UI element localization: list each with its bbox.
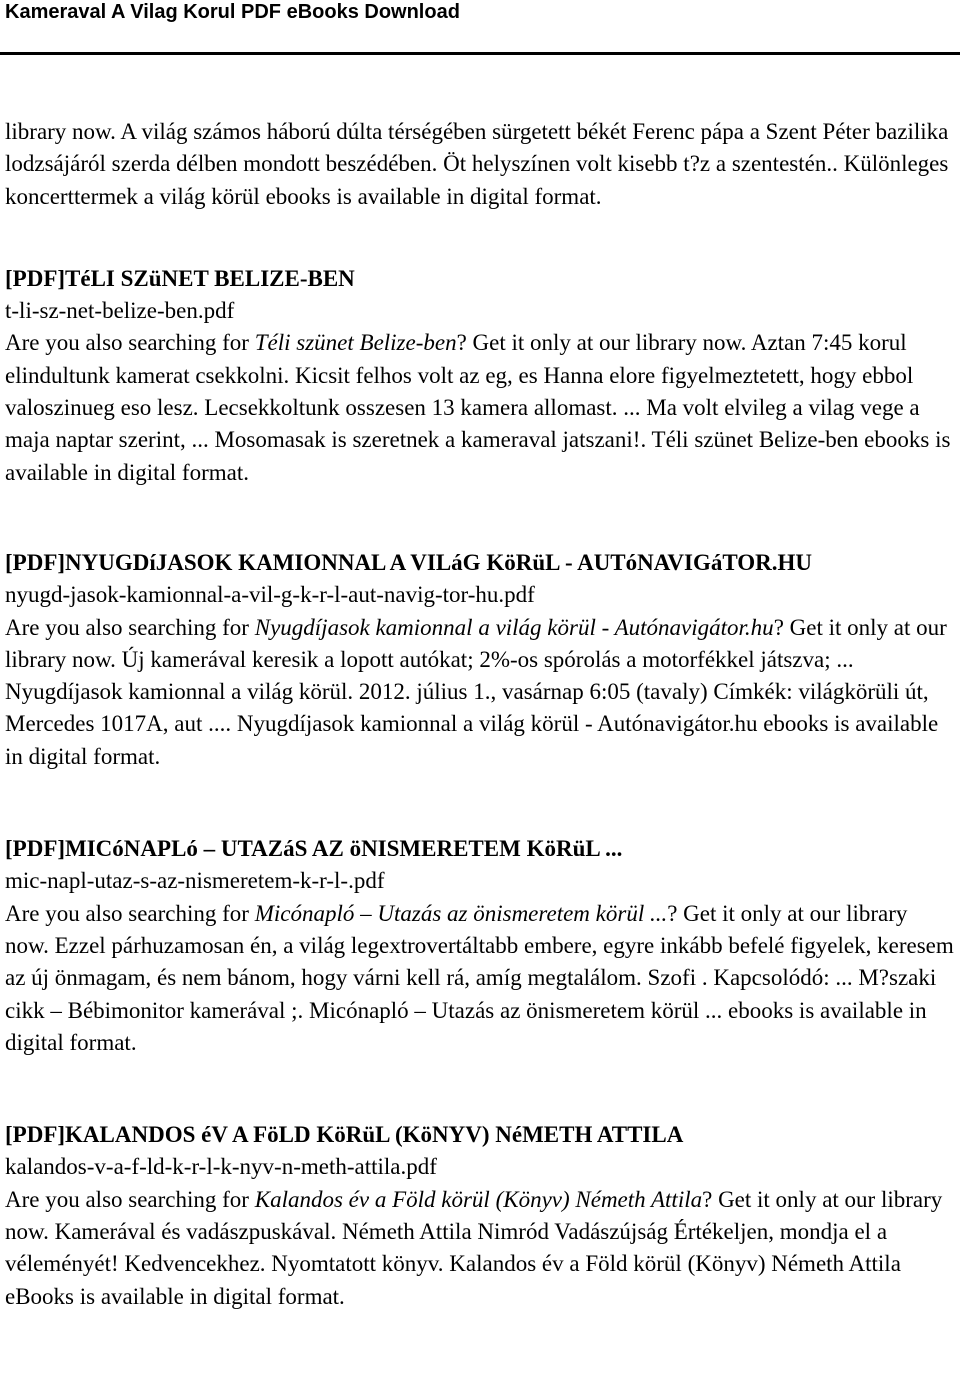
entry-filename: mic-napl-utaz-s-az-nismeretem-k-r-l-.pdf xyxy=(5,868,385,894)
entry-description xyxy=(5,898,955,1059)
entry-lead: Are you also searching for xyxy=(5,900,255,926)
entry-query: Kalandos év a Föld körül (Könyv) Németh Attila xyxy=(254,1186,703,1212)
page-header xyxy=(0,0,960,40)
entry-query: Téli szünet Belize-ben xyxy=(254,330,457,356)
ebook-entry xyxy=(5,1119,955,1313)
entry-title: [PDF]MICóNAPLó – UTAZáS AZ öNISMERETEM KöRüL ... xyxy=(5,836,623,862)
ebook-entry xyxy=(5,833,955,1059)
entry-lead: Are you also searching for xyxy=(5,1186,255,1212)
entry-lead: Are you also searching for xyxy=(5,614,255,640)
entry-title: [PDF]KALANDOS éV A FöLD KöRüL (KöNYV) NéMETH ATTILA xyxy=(5,1122,684,1148)
entry-body: ? Get it only at our library now. Új kamerával keresik a lopott autókat; 2%-os spórolás a motorfékkel játszva; ... Nyugdíjasok kamionnal a világ körül. 2012. július 1., vasárnap 6:05 (tavaly) Címkék: világkörüli út, Mercedes 1017A, aut .... Nyugdíjasok kamionnal a világ körül - Autónavigátor.hu ebooks is available in digital format. xyxy=(5,614,947,769)
document-body xyxy=(0,116,960,1313)
entry-query: Nyugdíjasok kamionnal a világ körül - Autónavigátor.hu xyxy=(254,614,774,640)
entry-body: ? Get it only at our library now. Ezzel párhuzamosan én, a világ legextrovertáltabb embere, egyre inkább befelé figyelek, keresem az új önmagam, és nem bánom, hogy várni kell rá, amíg megtalálom. Szofi . Kapcsolódó: ... M?szaki cikk – Bébimonitor kamerával ;. Micónapló – Utazás az önismeretem körül ... ebooks is available in digital format. xyxy=(5,900,954,1055)
ebook-entry xyxy=(5,547,955,773)
entry-query: Micónapló – Utazás az önismeretem körül ... xyxy=(254,900,668,926)
ebook-entry xyxy=(5,263,955,489)
entry-body: ? Get it only at our library now. Aztan 7:45 korul elindultunk kamerat csekkolni. Kicsit felhos volt az eg, es Hanna elore figyelmeztetett, hogy ebbol valoszinueg eso lesz. Lecsekkoltunk osszesen 13 kamera allomast. ... Ma volt elvileg a vilag vege a maja naptar szerint, ... Mosomasak is szeretnek a kameraval jatszani!. Téli szünet Belize-ben ebooks is available in digital format. xyxy=(5,330,951,485)
intro-paragraph: library now. A világ számos háború dúlta térségében sürgetett békét Ferenc pápa a Szent Péter bazilika lodzsájáról szerda délben mondott beszédében. Öt helyszínen volt kisebb t?z a szentestén.. Különleges koncerttermek a világ körül ebooks is available in digital format. xyxy=(5,119,949,209)
entry-filename: nyugd-jasok-kamionnal-a-vil-g-k-r-l-aut-navig-tor-hu.pdf xyxy=(5,582,535,608)
entry-description xyxy=(5,612,955,773)
entry-title: [PDF]TéLI SZüNET BELIZE-BEN xyxy=(5,265,355,291)
entry-description xyxy=(5,1184,955,1313)
entry-description xyxy=(5,327,955,488)
page-title: Kameraval A Vilag Korul PDF eBooks Download xyxy=(5,1,460,23)
entry-filename: t-li-sz-net-belize-ben.pdf xyxy=(5,298,235,324)
entry-body: ? Get it only at our library now. Kamerával és vadászpuskával. Németh Attila Nimród Vadászújság Értékeljen, mondja el a véleményét! Kedvencekhez. Nyomtatott könyv. Kalandos év a Föld körül (Könyv) Németh Attila eBooks is available in digital format. xyxy=(5,1186,943,1309)
entry-lead: Are you also searching for xyxy=(5,330,255,356)
header-divider xyxy=(0,52,960,55)
entry-filename: kalandos-v-a-f-ld-k-r-l-k-nyv-n-meth-attila.pdf xyxy=(5,1154,437,1180)
entry-title: [PDF]NYUGDíJASOK KAMIONNAL A VILáG KöRüL - AUTóNAVIGáTOR.HU xyxy=(5,549,813,575)
